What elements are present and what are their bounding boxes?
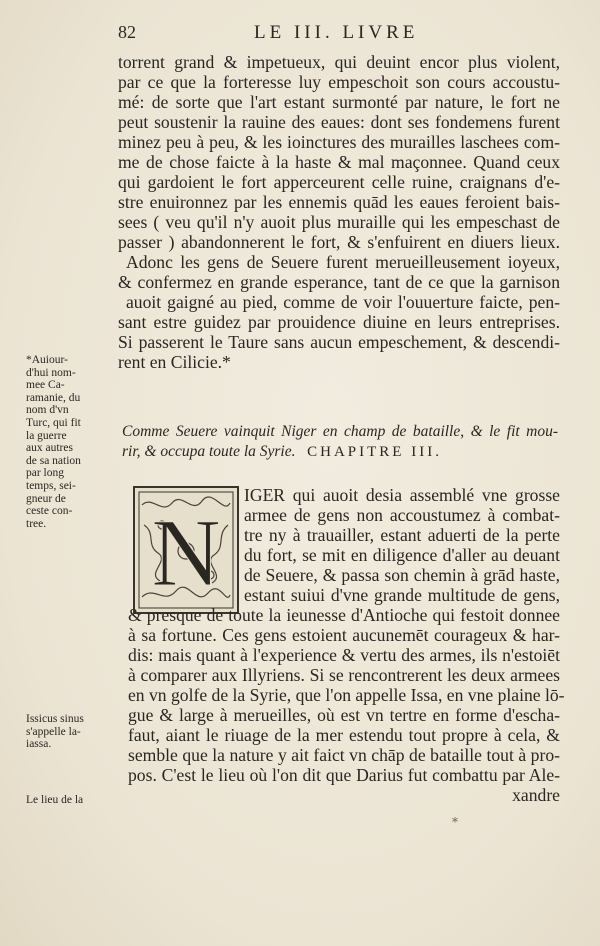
chapter-number: CHAPITRE III. <box>307 444 442 460</box>
ornamental-initial-n <box>132 485 240 615</box>
text-line: semble que la nature y ait faict vn chāp de bataille tout à pro- <box>128 745 560 765</box>
chapter-heading-line2 <box>122 442 558 462</box>
margin-line: mee Ca- <box>26 379 65 392</box>
margin-line: de sa nation <box>26 454 81 467</box>
text-line: en vn golfe de la Syrie, que l'on appelle Issa, en vne plaine lō- <box>128 685 565 705</box>
chapter-heading <box>122 422 558 462</box>
margin-line: *Auiour- <box>26 354 68 366</box>
margin-line: par long <box>26 467 65 480</box>
text-line: me de chose faicte à la haste & mal maçonnee. Quand ceux <box>118 152 560 172</box>
text-line: dis: mais quant à l'experience & vertu des armes, ils n'estoiēt <box>128 645 560 665</box>
folio-number: 82 <box>118 22 136 42</box>
margin-line: Turc, qui fit <box>26 416 81 429</box>
text-line: Si passerent le Taure sans aucun empeschement, & descendi- <box>118 332 560 352</box>
text-line: à comparer aux Illyriens. Si se rencontrerent les deux armees <box>128 665 560 685</box>
margin-line: la guerre <box>26 429 67 442</box>
text-line: & presque de toute la ieunesse d'Antioche qui festoit donnee <box>128 605 560 625</box>
margin-line: ceste con- <box>26 505 73 518</box>
margin-line: ramanie, du <box>26 391 81 404</box>
text-line: torrent grand & impetueux, qui deuint encor plus violent, <box>118 52 560 72</box>
text-line: stre enuironnez par les ennemis quād les eaues feroient bais- <box>118 192 560 212</box>
margin-note-cilicie <box>26 354 118 530</box>
text-line: passer ) abandonnerent le fort, & s'enfuirent en diuers lieux. <box>118 232 560 252</box>
margin-line: d'hui nom- <box>26 366 76 379</box>
text-line: sant estre guidez par prouidence diuine en leurs entreprises. <box>118 312 560 332</box>
margin-line: gneur de <box>26 492 66 505</box>
text-line: & confermez en grande esperance, tant de ce que la garnison <box>118 272 560 292</box>
text-line: gue & large à merueilles, où est vn tertre en forme d'escha- <box>128 705 560 725</box>
margin-line: Le lieu de la <box>26 794 84 806</box>
margin-line: temps, sei- <box>26 479 76 492</box>
text-line: Adonc les gens de Seuere furent merueilleusement ioyeux, <box>126 252 560 272</box>
text-line: tre ny à trauailler, estant aduerti de la perte <box>244 525 560 545</box>
text-line: armee de gens non accoustumez à combat- <box>244 505 560 525</box>
chapter-heading-line1: Comme Seuere vainquit Niger en champ de bataille, & le fit mou- <box>122 423 558 440</box>
running-title: LE III. LIVRE <box>254 22 419 43</box>
text-line: de Seuere, & passa son chemin à grād haste, <box>244 565 560 585</box>
page-header <box>118 22 558 48</box>
text-line: faut, aiant le riuage de la mer estendu tout propre à cela, & <box>128 725 560 745</box>
signature-mark: * <box>452 815 458 829</box>
initial-letter: N <box>151 499 221 606</box>
text-line: estant suiui d'vne grande multitude de gens, <box>244 585 560 605</box>
margin-line: iassa. <box>26 738 52 751</box>
text-line: peut soustenir la rauine des eaues: dont ses fondemens furent <box>118 112 560 132</box>
text-line: pos. C'est le lieu où l'on dit que Darius fut combattu par Ale- <box>128 765 560 785</box>
text-line: du fort, se mit en diligence d'aller au deuant <box>244 545 560 565</box>
drop-cap-lines <box>244 485 560 605</box>
text-line: par ce que la forteresse luy empeschoit son cours accoustu- <box>118 72 560 92</box>
margin-line: aux autres <box>26 442 73 455</box>
text-line: à sa fortune. Ces gens estoient aucunemēt courageux & har- <box>128 625 560 645</box>
text-line: sees ( veu qu'il n'y auoit plus muraille qui les empeschast de <box>118 212 560 232</box>
body-paragraph-1 <box>118 52 560 372</box>
text-line: mé: de sorte que l'art estant surmonté par nature, le fort ne <box>118 92 560 112</box>
margin-note-issicus <box>26 713 118 751</box>
margin-line: tree. <box>26 517 47 530</box>
margin-note-lieu <box>26 794 118 807</box>
catchword: xandre <box>512 785 560 805</box>
margin-line: s'appelle la- <box>26 725 81 738</box>
margin-line: Issicus sinus <box>26 713 84 725</box>
body-paragraph-2 <box>128 605 565 805</box>
text-line: IGER qui auoit desia assemblé vne grosse <box>244 485 560 505</box>
text-line: rent en Cilicie.* <box>118 352 231 372</box>
margin-line: nom d'vn <box>26 404 69 417</box>
text-line: qui gardoient le fort apperceurent celle ruine, craignans d'e- <box>118 172 560 192</box>
text-line: minez peu à peu, & les ioinctures des murailles laschees com- <box>118 132 560 152</box>
chapter-heading-italic: rir, & occupa toute la Syrie. <box>122 443 296 460</box>
text-line: auoit gaigné au pied, comme de voir l'ouuerture faicte, pen- <box>126 292 560 312</box>
